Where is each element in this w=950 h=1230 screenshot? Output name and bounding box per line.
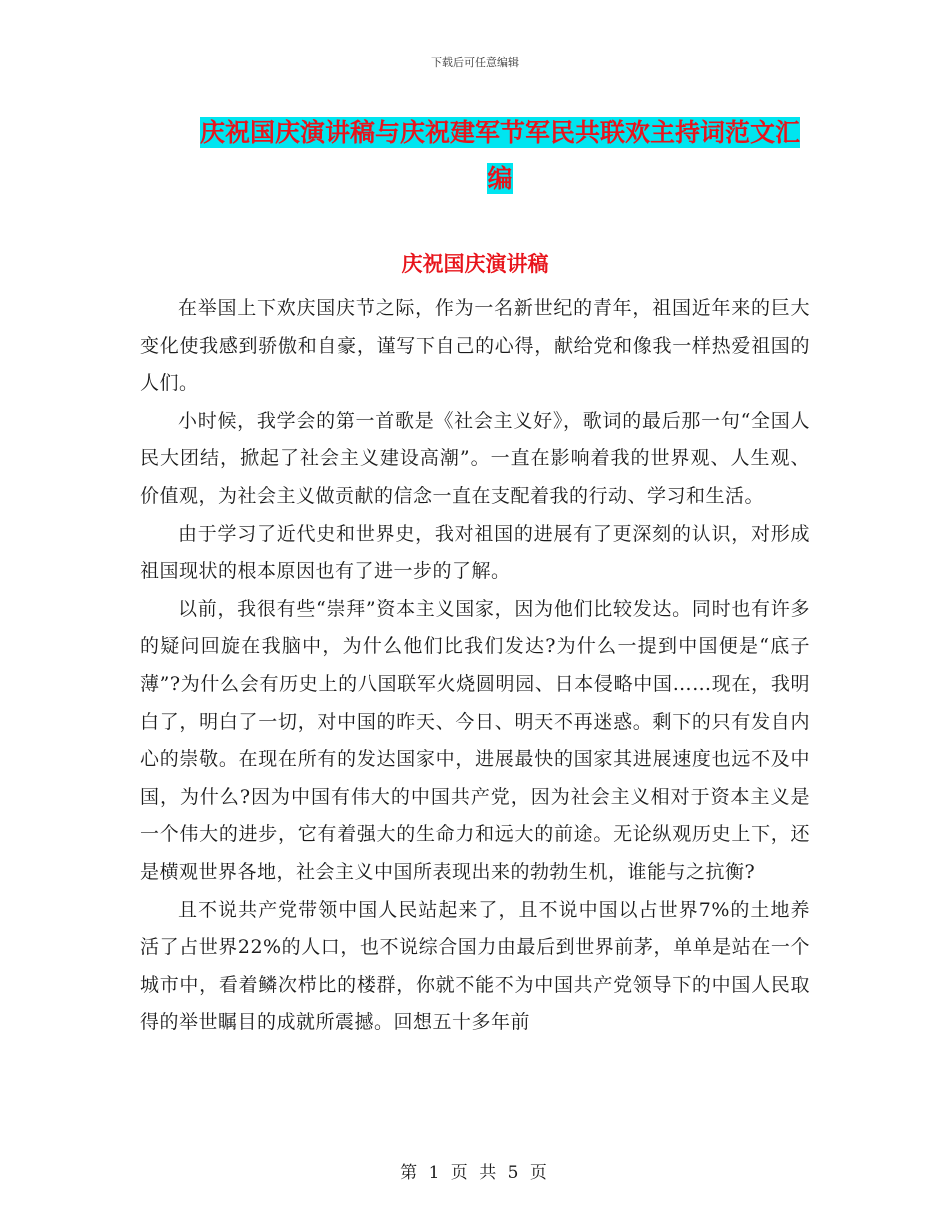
page-header-note: 下载后可任意编辑 bbox=[431, 56, 519, 69]
paragraph: 小时候，我学会的第一首歌是《社会主义好》，歌词的最后那一句“全国人民大团结，掀起了社会主义建设高潮”。一直在影响着我的世界观、人生观、价值观，为社会主义做贡献的信念一直在支配着我的行动、学习和生活。 bbox=[140, 409, 810, 507]
document-title bbox=[190, 110, 810, 202]
paragraph: 在举国上下欢庆国庆节之际，作为一名新世纪的青年，祖国近年来的巨大变化使我感到骄傲和自豪，谨写下自己的心得，献给党和像我一样热爱祖国的人们。 bbox=[140, 297, 810, 395]
paragraph: 由于学习了近代史和世界史，我对祖国的进展有了更深刻的认识，对形成祖国现状的根本原因也有了进一步的了解。 bbox=[140, 522, 810, 583]
paragraph: 以前，我很有些“崇拜”资本主义国家，因为他们比较发达。同时也有许多的疑问回旋在我脑中，为什么他们比我们发达?为什么一提到中国便是“底子薄”?为什么会有历史上的八国联军火烧圆明园、日本侵略中国……现在，我明白了，明白了一切，对中国的昨天、今日、明天不再迷惑。剩下的只有发自内心的崇敬。在现在所有的发达国家中，进展最快的国家其进展速度也远不及中国，为什么?因为中国有伟大的中国共产党，因为社会主义相对于资本主义是一个伟大的进步，它有着强大的生命力和远大的前途。无论纵观历史上下，还是横观世界各地，社会主义中国所表现出来的勃勃生机，谁能与之抗衡? bbox=[140, 597, 810, 883]
paragraph: 且不说共产党带领中国人民站起来了，且不说中国以占世界7%的土地养活了占世界22%的人口，也不说综合国力由最后到世界前茅，单单是站在一个城市中，看着鳞次栉比的楼群，你就不能不为中国共产党领导下的中国人民取得的举世瞩目的成就所震撼。回想五十多年前 bbox=[140, 898, 810, 1034]
page-footer-pagination: 第 1 页 共 5 页 bbox=[400, 1163, 550, 1183]
document-title-text: 庆祝国庆演讲稿与庆祝建军节军民共联欢主持词范文汇编 bbox=[199, 118, 800, 193]
document-body bbox=[140, 290, 810, 1042]
section-title: 庆祝国庆演讲稿 bbox=[401, 252, 549, 276]
